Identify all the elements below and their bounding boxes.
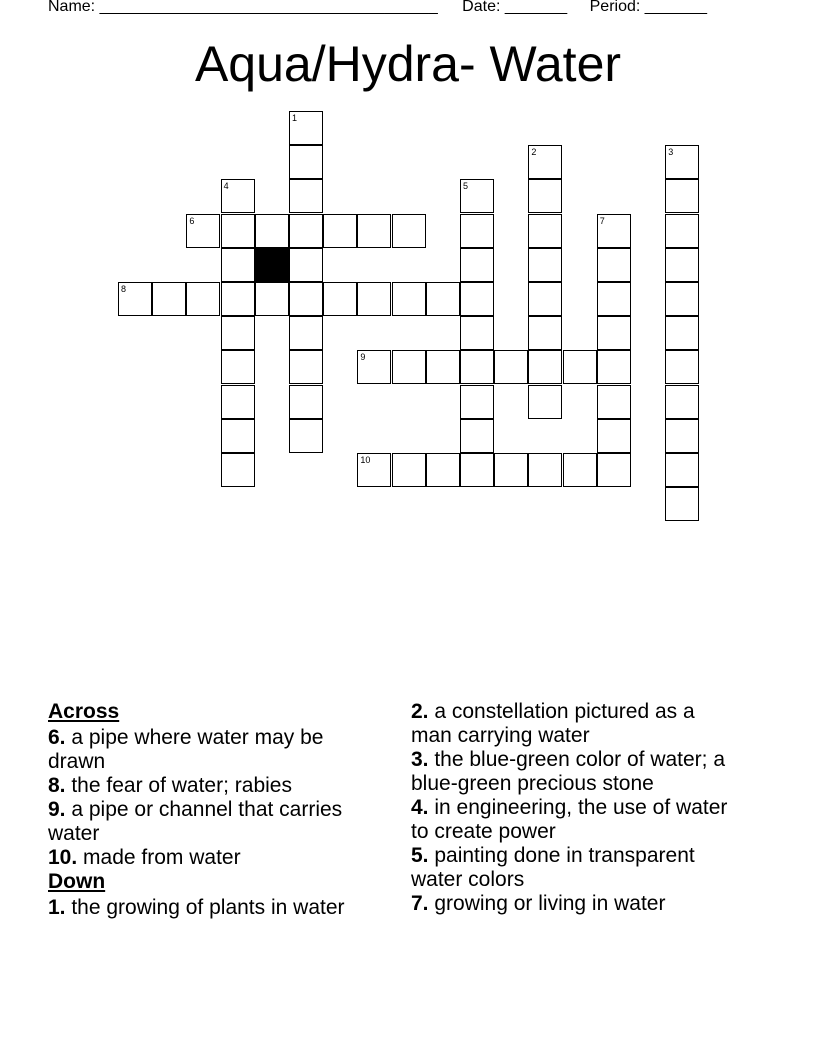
grid-cell[interactable] <box>186 282 220 316</box>
clues-section <box>48 700 768 960</box>
grid-cell[interactable] <box>289 214 323 248</box>
grid-cell[interactable] <box>426 282 460 316</box>
grid-cell[interactable] <box>289 111 323 145</box>
grid-cell[interactable] <box>528 214 562 248</box>
clue-down-1: 1. the growing of plants in water <box>48 896 345 919</box>
grid-cell[interactable] <box>597 282 631 316</box>
grid-cell[interactable] <box>426 453 460 487</box>
clue-number: 3 <box>668 147 674 158</box>
grid-cell[interactable] <box>255 282 289 316</box>
grid-cell[interactable] <box>426 350 460 384</box>
grid-cell[interactable] <box>460 248 494 282</box>
clue-down-5: 5. painting done in transparent water colors <box>411 844 695 891</box>
grid-cell[interactable] <box>289 385 323 419</box>
grid-cell[interactable] <box>221 282 255 316</box>
grid-black-square <box>255 248 289 282</box>
grid-cell[interactable] <box>665 145 699 179</box>
name-label: Name: <box>48 0 96 15</box>
grid-cell[interactable] <box>665 487 699 521</box>
name-blank[interactable]: ______________________________________ <box>99 0 438 15</box>
grid-cell[interactable] <box>289 316 323 350</box>
clues-left-column <box>48 700 378 920</box>
grid-cell[interactable] <box>323 214 357 248</box>
down-heading: Down <box>48 870 106 893</box>
grid-cell[interactable] <box>221 419 255 453</box>
clue-across-6: 6. a pipe where water may be drawn <box>48 726 324 773</box>
grid-cell[interactable] <box>186 214 220 248</box>
grid-cell[interactable] <box>221 350 255 384</box>
grid-cell[interactable] <box>221 316 255 350</box>
grid-cell[interactable] <box>255 214 289 248</box>
grid-cell[interactable] <box>460 350 494 384</box>
grid-cell[interactable] <box>597 419 631 453</box>
grid-cell[interactable] <box>528 145 562 179</box>
grid-cell[interactable] <box>563 453 597 487</box>
grid-cell[interactable] <box>460 385 494 419</box>
grid-cell[interactable] <box>289 248 323 282</box>
clue-down-3: 3. the blue-green color of water; a blue-green precious stone <box>411 748 726 795</box>
grid-cell[interactable] <box>528 248 562 282</box>
grid-cell[interactable] <box>289 145 323 179</box>
grid-cell[interactable] <box>357 350 391 384</box>
grid-cell[interactable] <box>528 179 562 213</box>
date-label: Date: <box>462 0 501 15</box>
clue-number: 8 <box>121 284 127 294</box>
period-label: Period: <box>589 0 641 15</box>
grid-cell[interactable] <box>221 453 255 487</box>
grid-cell[interactable] <box>289 350 323 384</box>
clue-down-4: 4. in engineering, the use of water to create power <box>411 796 728 843</box>
grid-cell[interactable] <box>392 350 426 384</box>
grid-cell[interactable] <box>460 282 494 316</box>
grid-cell[interactable] <box>528 453 562 487</box>
clue-number: 2 <box>531 147 537 158</box>
grid-cell[interactable] <box>357 214 391 248</box>
grid-cell[interactable] <box>460 214 494 248</box>
period-blank[interactable]: _______ <box>644 0 708 15</box>
grid-cell[interactable] <box>597 214 631 248</box>
grid-cell[interactable] <box>460 316 494 350</box>
grid-cell[interactable] <box>665 248 699 282</box>
grid-cell[interactable] <box>528 350 562 384</box>
grid-cell[interactable] <box>665 179 699 213</box>
grid-cell[interactable] <box>221 179 255 213</box>
grid-cell[interactable] <box>392 453 426 487</box>
grid-cell[interactable] <box>597 316 631 350</box>
clue-across-10: 10. made from water <box>48 846 241 869</box>
clue-number: 7 <box>599 215 605 226</box>
grid-cell[interactable] <box>665 282 699 316</box>
grid-cell[interactable] <box>152 282 186 316</box>
grid-cell[interactable] <box>289 179 323 213</box>
grid-cell[interactable] <box>665 453 699 487</box>
grid-cell[interactable] <box>289 419 323 453</box>
grid-cell[interactable] <box>665 350 699 384</box>
clue-number: 9 <box>360 352 366 363</box>
clue-across-9: 9. a pipe or channel that carries water <box>48 798 343 845</box>
grid-cell[interactable] <box>392 214 426 248</box>
grid-cell[interactable] <box>665 316 699 350</box>
grid-cell[interactable] <box>357 282 391 316</box>
page-title: Aqua/Hydra- Water <box>194 36 622 92</box>
grid-cell[interactable] <box>597 385 631 419</box>
clues-right-column <box>411 700 741 916</box>
grid-cell[interactable] <box>221 385 255 419</box>
clue-number: 10 <box>360 455 371 465</box>
grid-cell[interactable] <box>221 248 255 282</box>
clue-number: 6 <box>189 215 195 226</box>
grid-cell[interactable] <box>357 453 391 487</box>
grid-cell[interactable] <box>460 453 494 487</box>
grid-cell[interactable] <box>494 453 528 487</box>
date-blank[interactable]: _______ <box>504 0 568 15</box>
grid-cell[interactable] <box>563 350 597 384</box>
grid-cell[interactable] <box>597 350 631 384</box>
crossword-grid <box>0 0 816 500</box>
clue-down-2: 2. a constellation pictured as a man carrying water <box>411 700 695 747</box>
grid-cell[interactable] <box>665 385 699 419</box>
grid-cell[interactable] <box>528 282 562 316</box>
grid-cell[interactable] <box>665 419 699 453</box>
grid-cell[interactable] <box>221 214 255 248</box>
grid-cell[interactable] <box>528 385 562 419</box>
grid-cell[interactable] <box>597 248 631 282</box>
grid-cell[interactable] <box>665 214 699 248</box>
grid-cell[interactable] <box>494 350 528 384</box>
grid-cell[interactable] <box>323 282 357 316</box>
clue-number: 1 <box>292 113 298 123</box>
grid-cell[interactable] <box>460 179 494 213</box>
clue-down-7: 7. growing or living in water <box>411 892 666 915</box>
grid-cell[interactable] <box>528 316 562 350</box>
clue-across-8: 8. the fear of water; rabies <box>48 774 292 797</box>
grid-cell[interactable] <box>392 282 426 316</box>
grid-cell[interactable] <box>597 453 631 487</box>
grid-cell[interactable] <box>118 282 152 316</box>
across-heading: Across <box>48 700 120 723</box>
grid-cell[interactable] <box>289 282 323 316</box>
clue-number: 5 <box>463 181 469 192</box>
grid-cell[interactable] <box>460 419 494 453</box>
clue-number: 4 <box>223 181 229 192</box>
